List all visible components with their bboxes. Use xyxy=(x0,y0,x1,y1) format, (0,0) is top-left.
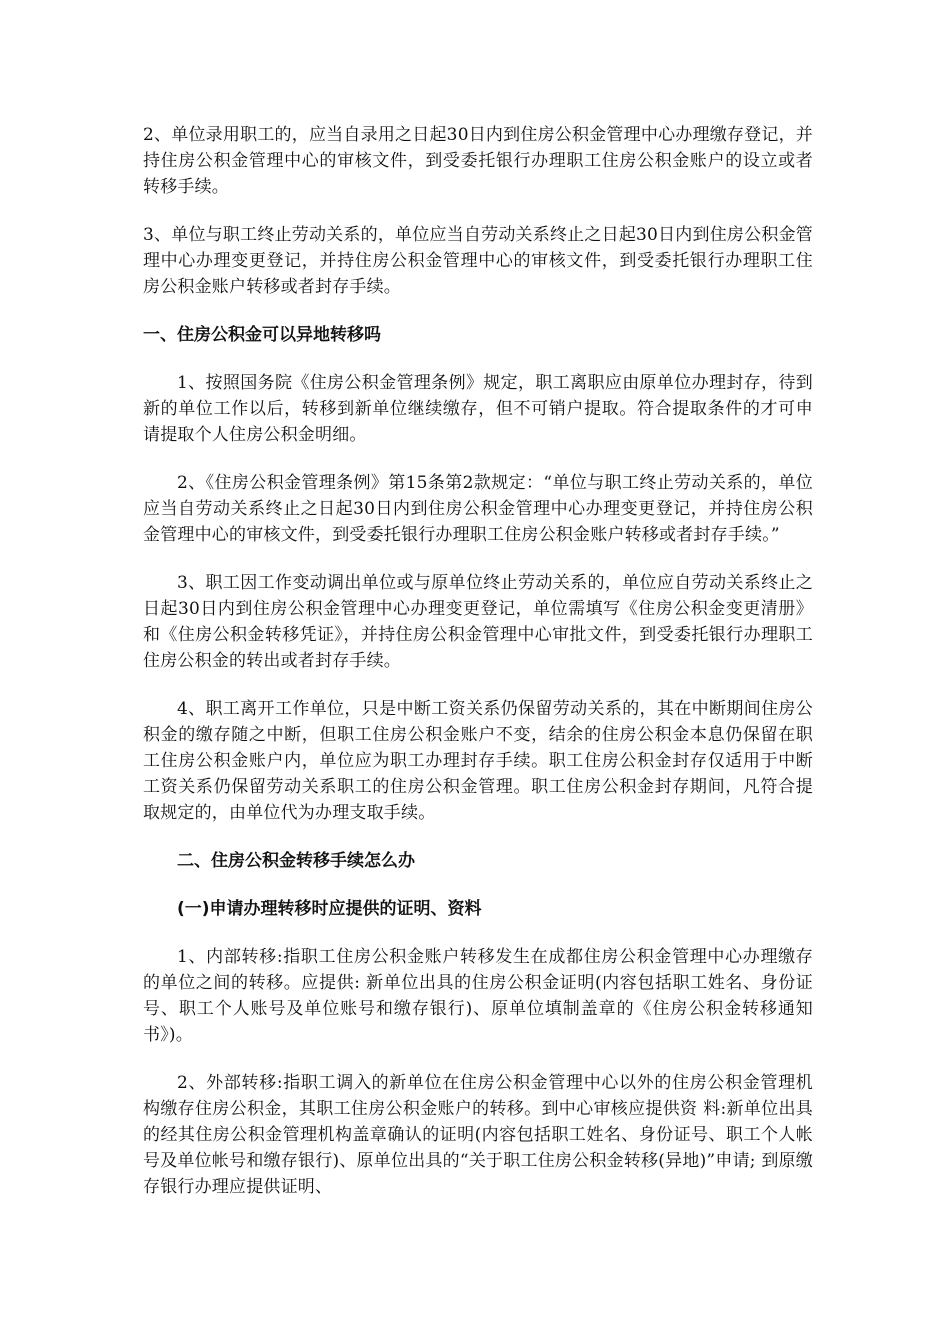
section-heading-transfer-procedure: 二、住房公积金转移手续怎么办 xyxy=(177,851,415,871)
paragraph-seal-account: 4、职工离开工作单位，只是中断工资关系仍保留劳动关系的，其在中断期间住房公积金的缴存随之中断，但职工住房公积金账户不变，结余的住房公积金本息仍保留在职工住房公积金账户内，单位应为职工办理封存手续。职工住房公积金封存仅适用于中断工资关系仍保留劳动关系职工的住房公积金管理。职工住房公积金封存期间，凡符合提取规定的，由单位代为办理支取手续。 xyxy=(143,699,813,823)
paragraph-job-change: 3、职工因工作变动调出单位或与原单位终止劳动关系的，单位应自劳动关系终止之日起30日内到住房公积金管理中心办理变更登记，单位需填写《住房公积金变更清册》和《住房公积金转移凭证》，并持住房公积金管理中心审批文件，到受委托银行办理职工住房公积金的转出或者封存手续。 xyxy=(143,573,813,671)
subsection-heading-required-documents: (一)申请办理转移时应提供的证明、资料 xyxy=(177,899,482,919)
paragraph-internal-transfer: 1、内部转移:指职工住房公积金账户转移发生在成都住房公积金管理中心办理缴存的单位之间的转移。应提供: 新单位出具的住房公积金证明(内容包括职工姓名、身份证号、职工个人账号及单位账号和缴存银行)、原单位填制盖章的《住房公积金转移通知书》)。 xyxy=(143,947,813,1045)
paragraph-external-transfer: 2、外部转移:指职工调入的新单位在住房公积金管理中心以外的住房公积金管理机构缴存住房公积金，其职工住房公积金账户的转移。到中心审核应提供资 料:新单位出具的经其住房公积金管理机构盖章确认的证明(内容包括职工姓名、身份证号、职工个人帐号及单位帐号和缴存银行)、原单位出具的“关于职工住房公积金转移(异地)”申请; 到原缴存银行办理应提供证明、 xyxy=(143,1073,813,1197)
paragraph-article-15: 2、《住房公积金管理条例》第15条第2款规定：“单位与职工终止劳动关系的，单位应当自劳动关系终止之日起30日内到住房公积金管理中心办理变更登记，并持住房公积金管理中心的审核文件，到受委托银行办理职工住房公积金账户转移或者封存手续。” xyxy=(143,473,813,545)
paragraph-unit-hiring: 2、单位录用职工的，应当自录用之日起30日内到住房公积金管理中心办理缴存登记，并持住房公积金管理中心的审核文件，到受委托银行办理职工住房公积金账户的设立或者转移手续。 xyxy=(143,125,813,197)
paragraph-regulation-rule: 1、按照国务院《住房公积金管理条例》规定，职工离职应由原单位办理封存，待到新的单位工作以后，转移到新单位继续缴存，但不可销户提取。符合提取条件的才可申请提取个人住房公积金明细。 xyxy=(143,373,813,445)
section-heading-transfer-possible: 一、住房公积金可以异地转移吗 xyxy=(143,325,381,345)
document-page xyxy=(143,122,813,1222)
paragraph-unit-termination: 3、单位与职工终止劳动关系的，单位应当自劳动关系终止之日起30日内到住房公积金管理中心办理变更登记，并持住房公积金管理中心的审核文件，到受委托银行办理职工住房公积金账户转移或者封存手续。 xyxy=(143,225,813,297)
